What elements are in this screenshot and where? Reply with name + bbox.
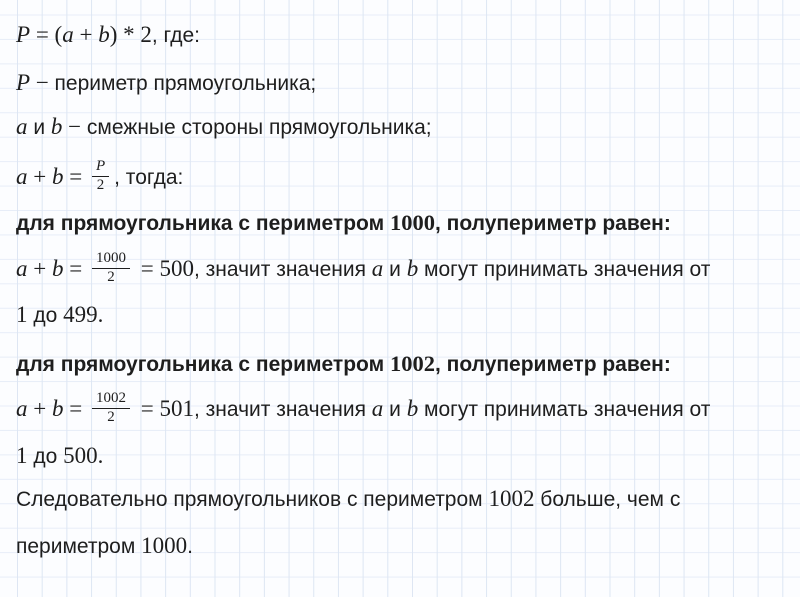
- math-literal: 1: [16, 302, 28, 327]
- math-literal: 1000: [141, 533, 188, 558]
- math-variable: P: [16, 22, 31, 47]
- math-literal: =: [63, 164, 88, 189]
- math-literal: +: [27, 396, 52, 421]
- fraction-denominator: 2: [107, 409, 115, 426]
- heading-number: 1000: [389, 210, 435, 235]
- formula-half-perimeter: [16, 155, 183, 200]
- fraction-numerator: P: [92, 159, 109, 178]
- math-variable: b: [50, 114, 63, 139]
- math-variable: a: [62, 22, 74, 47]
- range-1000: [16, 301, 103, 330]
- math-variable: a: [16, 256, 28, 281]
- math-variable: P: [16, 70, 31, 95]
- heading-text-run: , полупериметр равен:: [434, 353, 671, 376]
- calculation-1002: [16, 387, 710, 432]
- math-literal: 500.: [63, 443, 104, 468]
- heading-perimeter-1002: [16, 350, 671, 379]
- math-variable: b: [51, 396, 64, 421]
- heading-perimeter-1000: [16, 209, 671, 238]
- math-variable: b: [406, 256, 419, 281]
- text-run: периметр прямоугольника;: [54, 72, 317, 95]
- text-run: больше, чем с: [534, 488, 681, 511]
- math-variable: b: [51, 256, 64, 281]
- fraction: [92, 159, 109, 195]
- math-literal: = 501: [134, 396, 194, 421]
- definition-perimeter: [16, 69, 316, 98]
- math-literal: ) * 2: [109, 22, 152, 47]
- math-literal: =: [63, 256, 88, 281]
- math-literal: −: [62, 114, 87, 139]
- math-literal: = (: [30, 22, 63, 47]
- calculation-1000: [16, 247, 710, 292]
- text-run: и: [27, 116, 51, 139]
- math-variable: b: [51, 164, 64, 189]
- heading-text-run: , полупериметр равен:: [434, 212, 671, 235]
- fraction-numerator: 1002: [92, 391, 130, 410]
- math-literal: =: [63, 396, 88, 421]
- math-literal: +: [27, 256, 52, 281]
- text-run: Следовательно прямоугольников с периметром: [16, 488, 489, 511]
- math-literal: +: [27, 164, 52, 189]
- text-run: .: [187, 535, 193, 558]
- math-literal: +: [73, 22, 99, 47]
- math-literal: 1002: [488, 486, 535, 511]
- text-run: , значит значения: [193, 258, 372, 281]
- math-variable: a: [371, 256, 384, 281]
- math-variable: a: [371, 396, 384, 421]
- fraction-denominator: 2: [96, 177, 105, 194]
- text-run: , тогда:: [114, 166, 184, 189]
- text-run: могут принимать значения от: [418, 258, 711, 281]
- text-run: и: [383, 258, 407, 281]
- text-run: до: [27, 304, 64, 327]
- heading-number: 1002: [389, 351, 435, 376]
- math-literal: = 500: [134, 256, 194, 281]
- fraction-denominator: 2: [107, 269, 115, 286]
- definition-sides: [16, 113, 432, 142]
- text-run: периметром: [16, 535, 142, 558]
- fraction-numerator: 1000: [92, 251, 130, 270]
- text-run: смежные стороны прямоугольника;: [86, 116, 432, 139]
- range-1002: [16, 442, 103, 471]
- fraction: [92, 251, 130, 287]
- math-variable: b: [406, 396, 419, 421]
- formula-perimeter: [16, 21, 200, 50]
- heading-text-run: для прямоугольника с периметром: [16, 353, 390, 376]
- text-run: , где:: [151, 24, 201, 47]
- text-run: , значит значения: [193, 398, 372, 421]
- text-run: могут принимать значения от: [418, 398, 711, 421]
- math-literal: −: [30, 70, 55, 95]
- text-run: до: [27, 445, 64, 468]
- math-variable: a: [16, 164, 28, 189]
- math-variable: a: [16, 114, 28, 139]
- conclusion-line-2: [16, 532, 193, 561]
- heading-text-run: для прямоугольника с периметром: [16, 212, 390, 235]
- fraction: [92, 391, 130, 427]
- text-run: и: [383, 398, 407, 421]
- conclusion-line-1: [16, 485, 680, 514]
- math-literal: 1: [16, 443, 28, 468]
- math-variable: b: [98, 22, 110, 47]
- math-variable: a: [16, 396, 28, 421]
- math-literal: 499.: [63, 302, 104, 327]
